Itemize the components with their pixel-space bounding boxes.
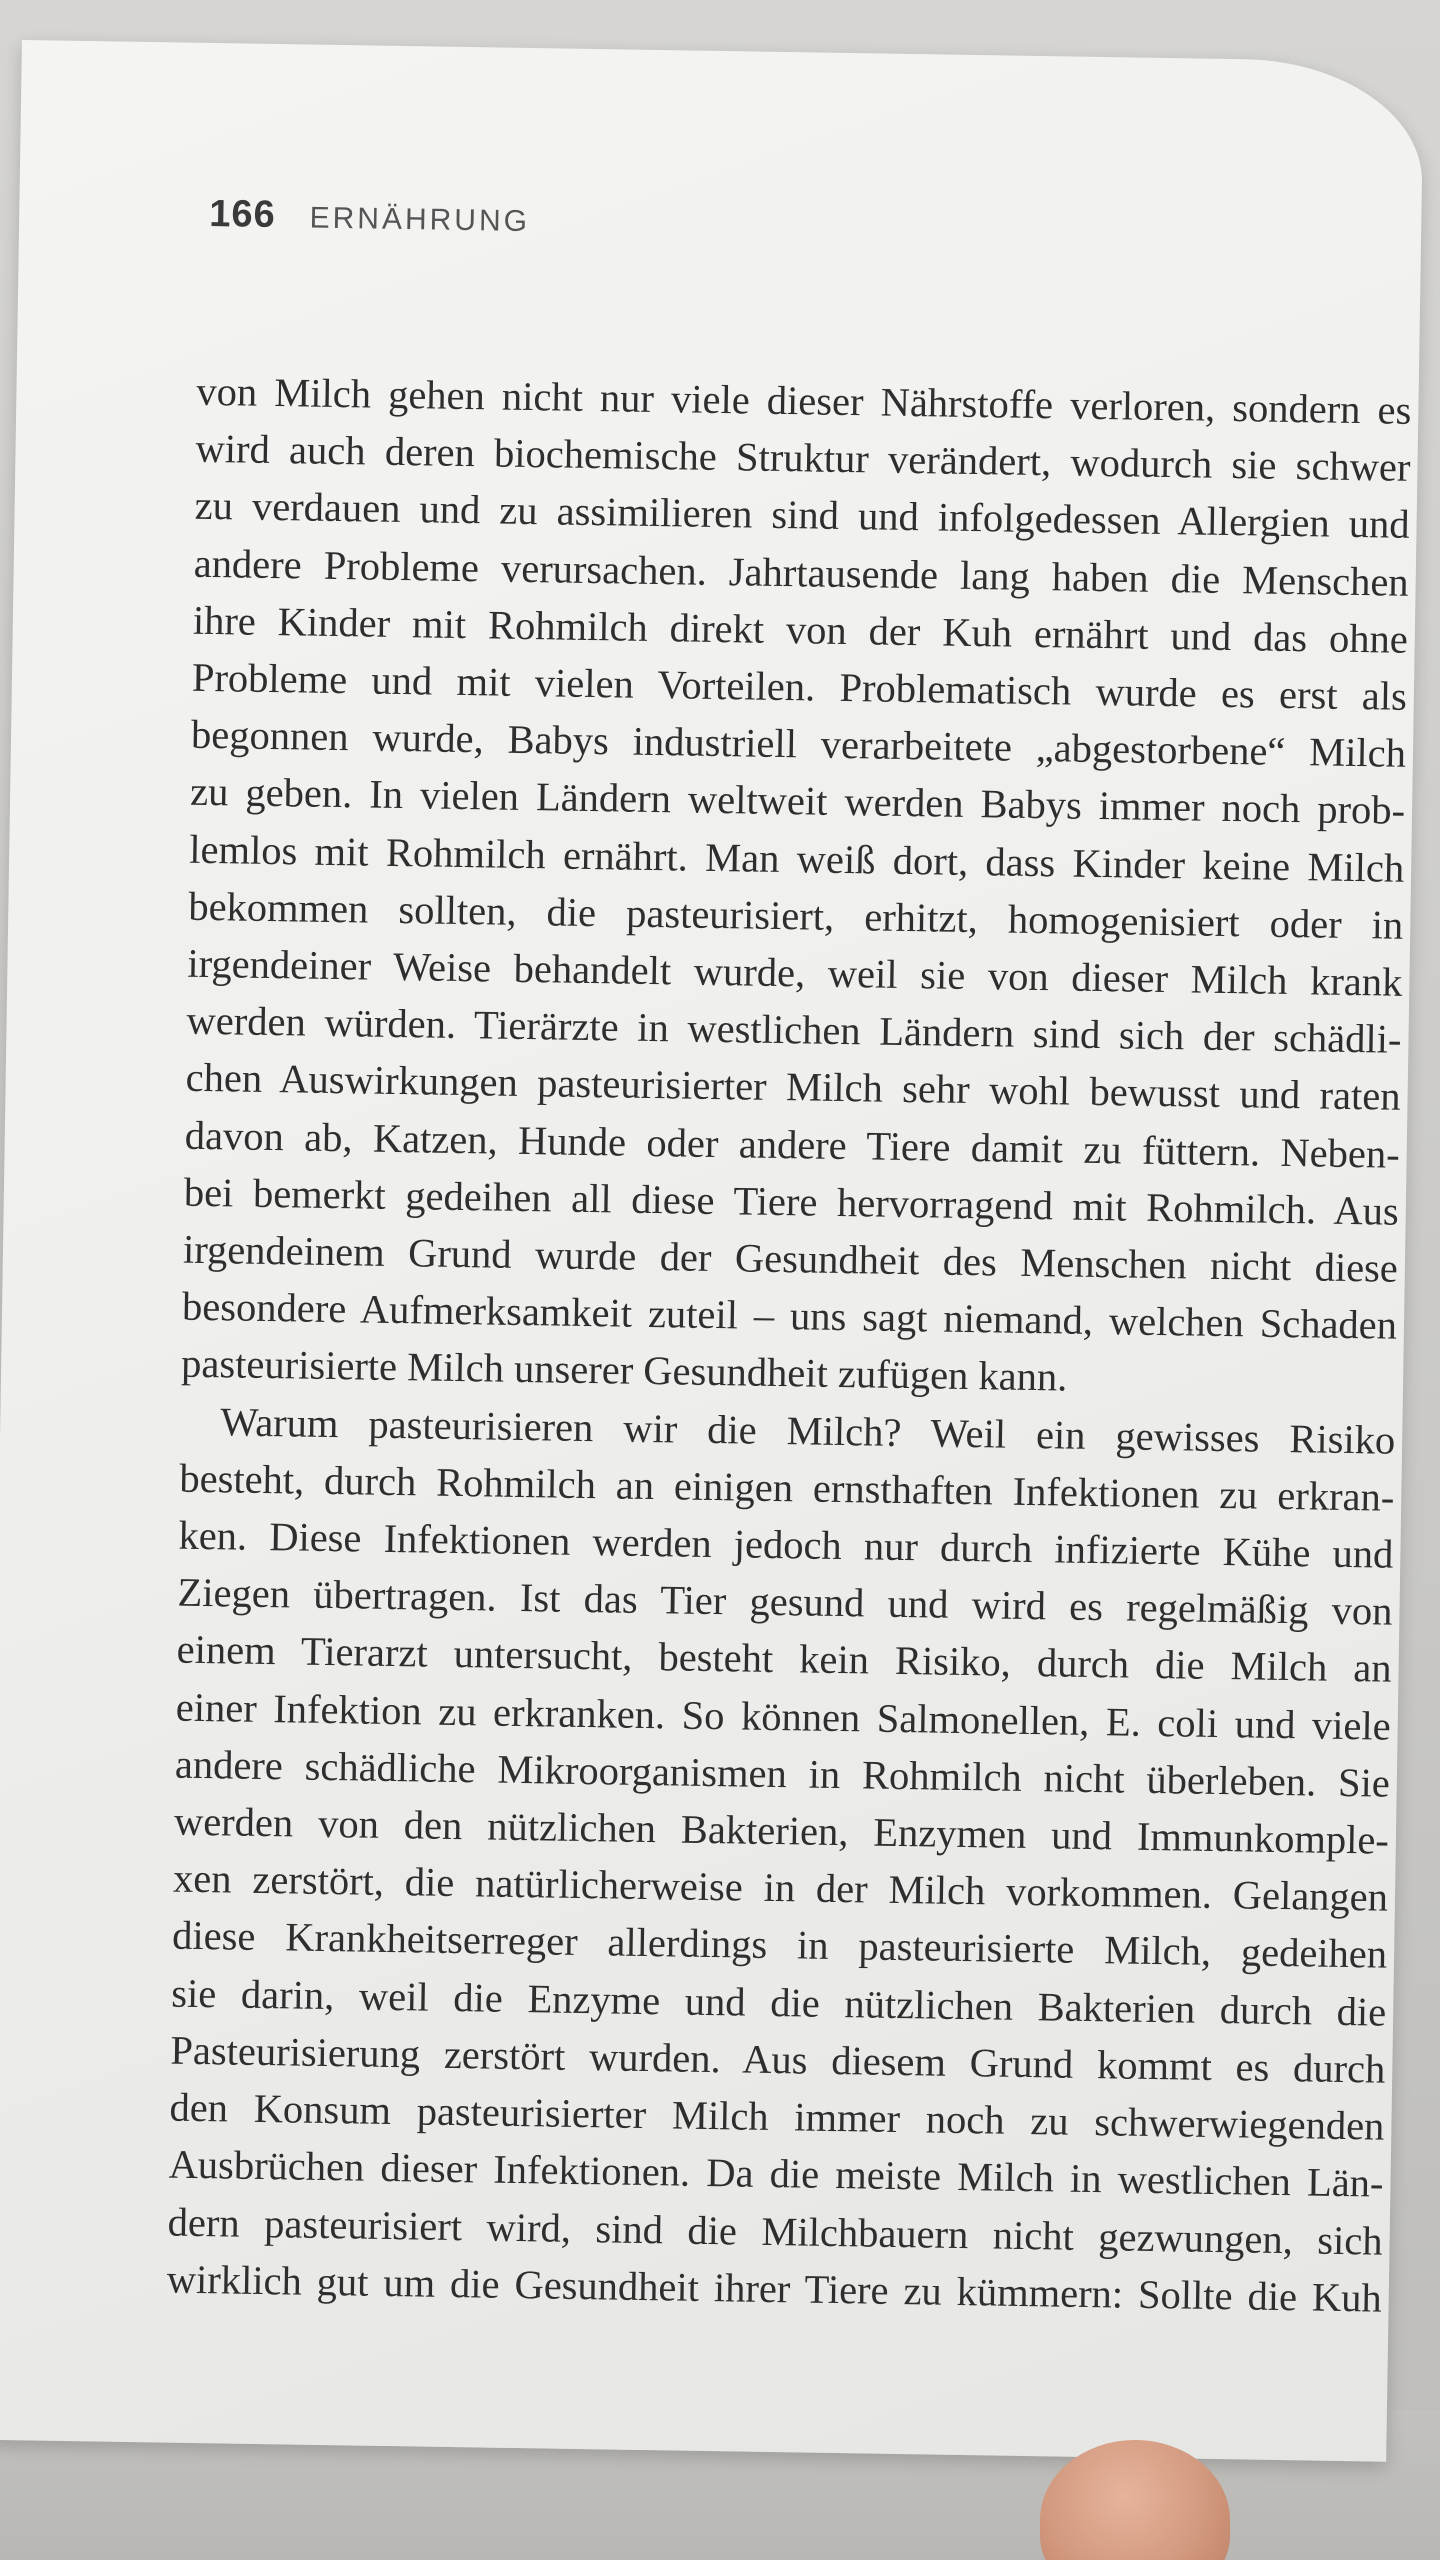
text-line: andere Probleme verursachen. Jahrtausende lang haben die Menschen: [193, 540, 1410, 605]
text-line: den Konsum pasteurisierter Milch immer noch zu schwerwiegenden: [169, 2084, 1385, 2149]
text-line: diese Krankheitserreger allerdings in pasteurisierte Milch, gedeihen: [171, 1913, 1388, 1978]
text-line: besondere Aufmerksamkeit zuteil – uns sagt niemand, welchen Schaden: [181, 1283, 1398, 1349]
text-line: wird auch deren biochemische Struktur verändert, wodurch sie schwer: [195, 425, 1411, 491]
text-line: werden würden. Tierärzte in westlichen Ländern sind sich der schädli-: [186, 997, 1402, 1063]
text-line: sie darin, weil die Enzyme und die nützlichen Bakterien durch die: [170, 1970, 1387, 2035]
text-line: Ausbrüchen dieser Infektionen. Da die meiste Milch in westlichen Län-: [168, 2141, 1384, 2206]
text-line: zu geben. In vielen Ländern weltweit werden Babys immer noch prob-: [189, 769, 1406, 834]
text-line: Warum pasteurisieren wir die Milch? Weil ein gewisses Risiko: [219, 1398, 1396, 1463]
text-line: ken. Diese Infektionen werden jedoch nur durch infizierte Kühe und: [178, 1512, 1394, 1577]
text-line: einer Infektion zu erkranken. So können Salmonellen, E. coli und viele: [175, 1684, 1392, 1749]
text-line: irgendeinem Grund wurde der Gesundheit des Menschen nicht diese: [182, 1226, 1399, 1291]
text-line: besteht, durch Rohmilch an einigen ernsthaften Infektionen zu erkran-: [179, 1455, 1395, 1520]
text-line: von Milch gehen nicht nur viele dieser Nährstoffe verloren, sondern es: [196, 368, 1412, 433]
text-line: irgendeiner Weise behandelt wurde, weil sie von dieser Milch krank: [187, 940, 1403, 1005]
text-line: xen zerstört, die natürlicherweise in der Milch vorkommen. Gelangen: [172, 1855, 1389, 1920]
text-line: einem Tierarzt untersucht, besteht kein Risiko, durch die Milch an: [176, 1627, 1392, 1692]
text-line: dern pasteurisiert wird, sind die Milchbauern nicht gezwungen, sich: [167, 2199, 1383, 2264]
paragraph-2: [166, 1392, 1395, 2326]
text-line: chen Auswirkungen pasteurisierter Milch sehr wohl bewusst und raten: [185, 1055, 1401, 1120]
section-title: ERNÄHRUNG: [309, 201, 531, 238]
text-line: pasteurisierte Milch unserer Gesundheit zufügen kann.: [180, 1341, 1068, 1401]
text-line: begonnen wurde, Babys industriell verarbeitete „abgestorbene“ Milch: [190, 711, 1407, 777]
text-line: bei bemerkt gedeihen all diese Tiere hervorragend mit Rohmilch. Aus: [183, 1169, 1400, 1234]
text-line: bekommen sollten, die pasteurisiert, erhitzt, homogenisiert oder in: [188, 883, 1404, 948]
text-line: andere schädliche Mikroorganismen in Rohmilch nicht überleben. Sie: [174, 1741, 1391, 1806]
text-line: lemlos mit Rohmilch ernährt. Man weiß dort, dass Kinder keine Milch: [188, 826, 1405, 891]
text-line: Ziegen übertragen. Ist das Tier gesund und wird es regelmäßig von: [177, 1569, 1393, 1634]
running-header: [209, 193, 530, 241]
page-number: 166: [208, 192, 277, 237]
paragraph-1: [181, 363, 1412, 1412]
body-text: [166, 363, 1411, 2327]
text-line: Pasteurisierung zerstört wurden. Aus diesem Grund kommt es durch: [170, 2027, 1386, 2092]
text-line: werden von den nützlichen Bakterien, Enzymen und Immunkomple-: [173, 1798, 1390, 1863]
book-page: [0, 40, 1424, 2462]
text-line: ihre Kinder mit Rohmilch direkt von der Kuh ernährt und das ohne: [192, 597, 1409, 662]
text-line: zu verdauen und zu assimilieren sind und infolgedessen Allergien und: [194, 483, 1410, 548]
text-line: wirklich gut um die Gesundheit ihrer Tiere zu kümmern: Sollte die Kuh: [166, 2256, 1383, 2321]
text-line: Probleme und mit vielen Vorteilen. Problematisch wurde es erst als: [191, 654, 1408, 719]
text-line: davon ab, Katzen, Hunde oder andere Tiere damit zu füttern. Neben-: [184, 1112, 1401, 1177]
